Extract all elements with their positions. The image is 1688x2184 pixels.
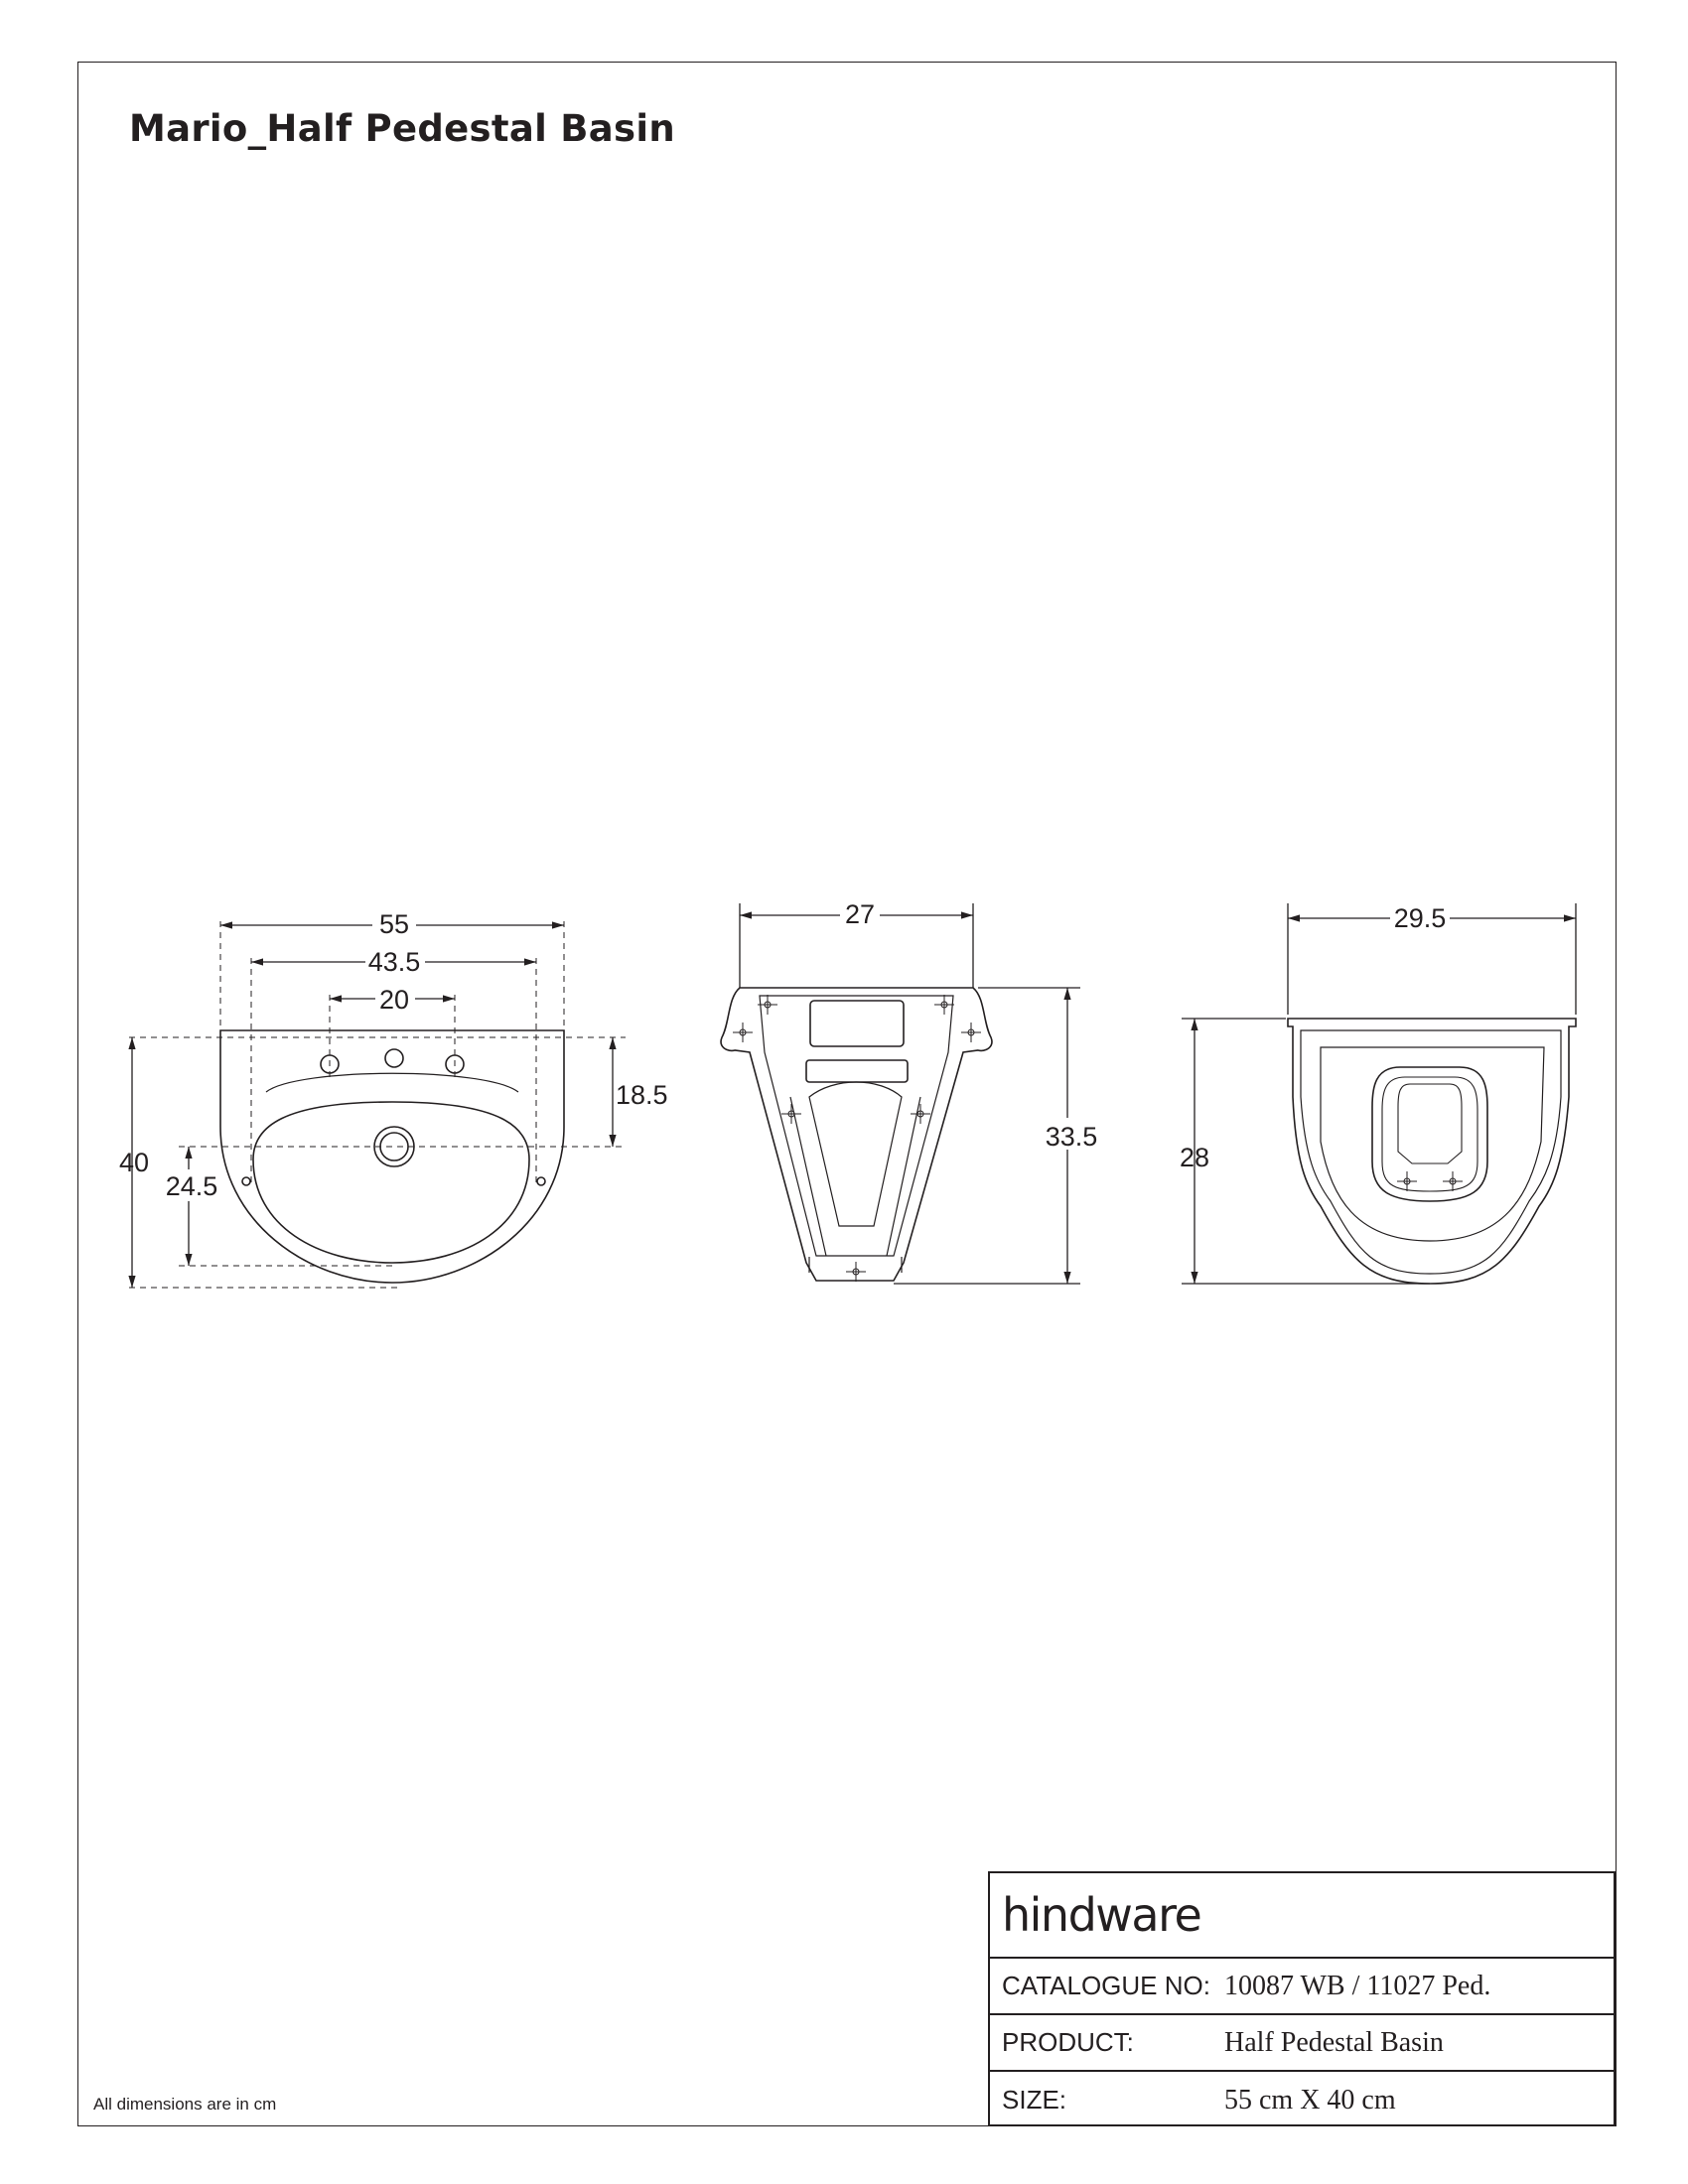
dim-33-5: 33.5 — [1045, 1122, 1098, 1152]
product-label: PRODUCT: — [1002, 2027, 1134, 2057]
pedestal-dimension-labels — [840, 896, 1100, 1152]
size-row — [990, 2072, 1614, 2128]
basin-dimension-labels — [119, 905, 668, 1201]
dim-28: 28 — [1179, 1143, 1210, 1172]
side-dimensions — [1179, 903, 1576, 1284]
catalogue-label: CATALOGUE NO: — [1002, 1971, 1210, 2000]
brand-logo — [990, 1873, 1614, 1959]
brand-name: hindware — [1002, 1888, 1201, 1942]
pedestal-side-view — [1288, 1019, 1576, 1284]
basin-dimensions — [132, 925, 613, 1288]
catalogue-row — [990, 1959, 1614, 2015]
catalogue-value: 10087 WB / 11027 Ped. — [1224, 1970, 1491, 2001]
side-fixings — [1397, 1171, 1463, 1191]
dim-20: 20 — [378, 985, 410, 1015]
title-block — [988, 1871, 1616, 2126]
drawing-title: Mario_Half Pedestal Basin — [129, 107, 675, 150]
product-value: Half Pedestal Basin — [1224, 2026, 1444, 2058]
side-dimension-labels — [1180, 899, 1450, 1172]
dim-27: 27 — [844, 899, 876, 929]
basin-top-view — [220, 1030, 564, 1283]
product-row — [990, 2015, 1614, 2072]
pedestal-dimensions — [740, 903, 1080, 1284]
pedestal-front-view — [721, 988, 992, 1281]
dim-55: 55 — [378, 909, 410, 939]
dim-18-5: 18.5 — [616, 1080, 668, 1110]
pedestal-fixings — [733, 995, 981, 1282]
dim-29-5: 29.5 — [1393, 903, 1447, 933]
dim-43-5: 43.5 — [367, 947, 421, 977]
size-value: 55 cm X 40 cm — [1224, 2084, 1396, 2116]
units-note: All dimensions are in cm — [93, 2095, 277, 2114]
dim-40: 40 — [118, 1148, 150, 1177]
dim-24-5: 24.5 — [165, 1171, 218, 1201]
size-label: SIZE: — [1002, 2085, 1067, 2115]
